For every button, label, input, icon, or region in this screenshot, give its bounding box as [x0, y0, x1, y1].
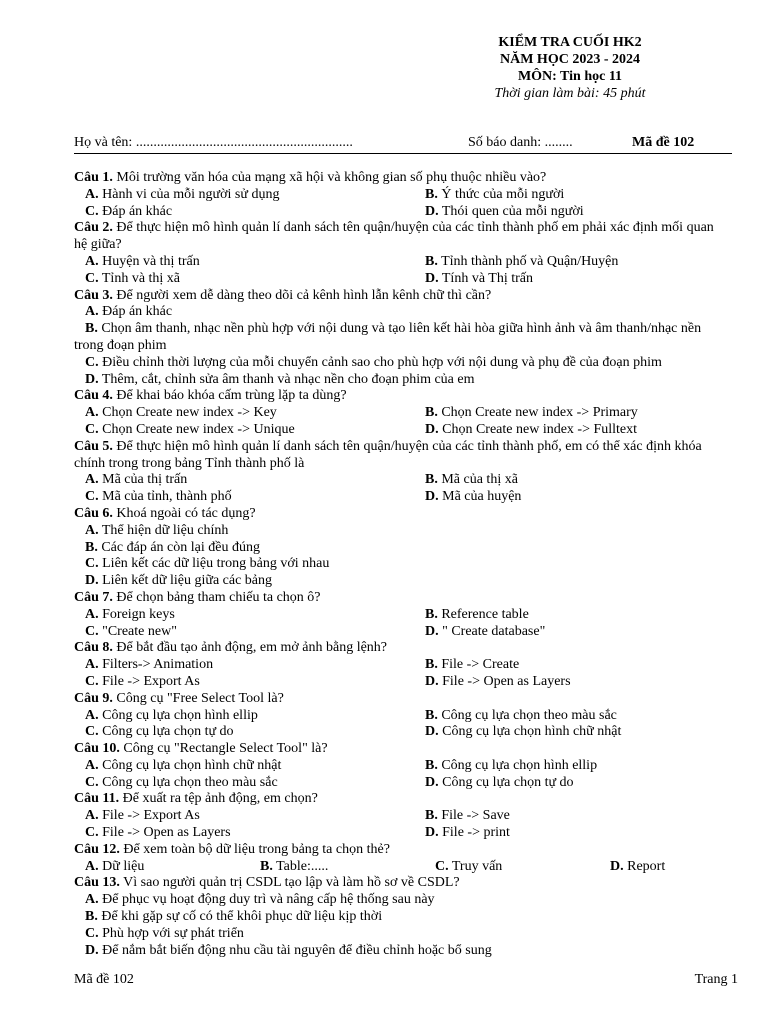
option-key: D. — [425, 203, 439, 219]
question — [74, 170, 728, 220]
answer-option — [74, 540, 728, 557]
option-row — [74, 489, 728, 506]
student-info-line — [74, 135, 732, 154]
question — [74, 439, 728, 506]
option-row — [74, 472, 728, 489]
student-name-field: Họ và tên: .............................................................. — [74, 135, 353, 150]
answer-option — [74, 187, 414, 204]
answer-option — [74, 607, 414, 624]
option-text: Chọn Create new index -> Unique — [102, 421, 295, 437]
option-text: Các đáp án còn lại đều đúng — [101, 539, 260, 555]
question-stem — [74, 741, 728, 758]
option-row — [74, 775, 728, 792]
answer-option — [424, 859, 599, 876]
option-row — [74, 657, 728, 674]
question-number: Câu 8. — [74, 640, 113, 656]
answer-option — [414, 724, 754, 741]
answer-option — [74, 724, 414, 741]
option-text: Mã của thị trấn — [102, 472, 188, 488]
answer-option — [74, 422, 414, 439]
option-text: Chọn Create new index -> Primary — [441, 405, 638, 421]
exam-title: KIỂM TRA CUỐI HK2 — [498, 35, 642, 50]
option-text: Report — [627, 858, 666, 874]
option-key: C. — [85, 774, 99, 790]
option-row — [74, 254, 728, 271]
option-text: File -> Open as Layers — [442, 673, 571, 689]
answer-option — [414, 271, 754, 288]
question — [74, 590, 728, 640]
option-key: D. — [85, 573, 99, 589]
answer-option — [414, 624, 754, 641]
option-row — [74, 607, 728, 624]
option-key: A. — [85, 405, 99, 421]
answer-option — [74, 204, 414, 221]
option-text: Truy vấn — [451, 858, 503, 874]
option-key: B. — [85, 539, 98, 555]
option-key: C. — [85, 556, 99, 572]
question-number: Câu 4. — [74, 388, 113, 404]
answer-option — [599, 859, 768, 876]
option-key: A. — [85, 304, 99, 320]
option-key: A. — [85, 858, 99, 874]
answer-option — [74, 271, 414, 288]
footer-exam-code: Mã đề 102 — [74, 972, 134, 987]
answer-option — [74, 909, 728, 926]
option-text: Đáp án khác — [102, 304, 173, 320]
answer-option — [74, 489, 414, 506]
answer-option — [74, 321, 728, 355]
question-text: Để xem toàn bộ dữ liệu trong bảng ta chọn thẻ? — [123, 841, 390, 857]
question-number: Câu 3. — [74, 287, 113, 303]
option-text: Công cụ lựa chọn hình chữ nhật — [442, 724, 622, 740]
option-key: A. — [85, 707, 99, 723]
answer-option — [74, 523, 728, 540]
answer-option — [249, 859, 424, 876]
answer-option — [74, 758, 414, 775]
option-key: C. — [85, 623, 99, 639]
option-key: A. — [85, 757, 99, 773]
option-row — [74, 825, 728, 842]
option-key: B. — [425, 757, 438, 773]
answer-option — [74, 674, 414, 691]
option-row — [74, 204, 728, 221]
option-text: Công cụ lựa chọn tự do — [442, 774, 574, 790]
option-key: C. — [85, 354, 99, 370]
question-stem — [74, 220, 728, 254]
option-key: A. — [85, 606, 99, 622]
option-row — [74, 405, 728, 422]
option-text: Đáp án khác — [102, 203, 173, 219]
question-text: Để thực hiện mô hình quản lí danh sách tên quận/huyện của các tỉnh thành phố, em có thể xác định khóa chính trong trong bảng Tỉnh thành phố là — [74, 438, 702, 471]
option-key: D. — [425, 421, 439, 437]
option-text: File -> Save — [441, 808, 510, 824]
option-key: D. — [425, 825, 439, 841]
option-key: C. — [85, 270, 99, 286]
answer-option — [74, 775, 414, 792]
option-row — [74, 758, 728, 775]
question-text: Để thực hiện mô hình quản lí danh sách tên quận/huyện của các tỉnh thành phố em phải xác định mối quan hệ giữa? — [74, 220, 714, 253]
question-number: Câu 12. — [74, 841, 120, 857]
option-key: B. — [260, 858, 273, 874]
question-stem — [74, 288, 728, 305]
option-text: Công cụ lựa chọn tự do — [102, 724, 234, 740]
answer-option — [74, 556, 728, 573]
question-text: Môi trường văn hóa của mạng xã hội và không gian số phụ thuộc nhiều vào? — [116, 170, 547, 185]
option-key: B. — [425, 657, 438, 673]
option-key: B. — [425, 707, 438, 723]
option-key: B. — [85, 909, 98, 925]
answer-option — [414, 808, 754, 825]
option-key: B. — [85, 321, 98, 337]
option-key: D. — [85, 371, 99, 387]
question-text: Vì sao người quản trị CSDL tạo lập và làm hồ sơ về CSDL? — [123, 875, 460, 891]
option-key: D. — [425, 270, 439, 286]
option-key: A. — [85, 186, 99, 202]
question — [74, 288, 728, 389]
question-stem — [74, 791, 728, 808]
option-text: Reference table — [441, 606, 529, 622]
answer-option — [414, 187, 754, 204]
question-stem — [74, 590, 728, 607]
answer-option — [414, 775, 754, 792]
option-key: C. — [85, 925, 99, 941]
option-key: A. — [85, 892, 99, 908]
answer-option — [74, 254, 414, 271]
question-number: Câu 9. — [74, 690, 113, 706]
answer-option — [74, 405, 414, 422]
option-key: C. — [85, 825, 99, 841]
question-stem — [74, 439, 728, 473]
answer-option — [414, 254, 754, 271]
option-text: Tỉnh thành phố và Quận/Huyện — [441, 253, 619, 269]
answer-option — [74, 825, 414, 842]
question — [74, 741, 728, 791]
option-key: C. — [85, 421, 99, 437]
option-text: Thêm, cắt, chỉnh sửa âm thanh và nhạc nền cho đoạn phim của em — [101, 371, 475, 387]
answer-option — [74, 943, 728, 960]
option-text: Công cụ lựa chọn theo màu sắc — [102, 774, 278, 790]
option-text: File -> Export As — [102, 808, 200, 824]
answer-option — [74, 472, 414, 489]
answer-option — [414, 422, 754, 439]
question — [74, 791, 728, 841]
question-text: Để bắt đầu tạo ảnh động, em mở ảnh bằng lệnh? — [116, 640, 388, 656]
option-text: Table:..... — [276, 858, 329, 874]
option-key: D. — [425, 724, 439, 740]
option-text: Liên kết các dữ liệu trong bảng với nhau — [102, 556, 330, 572]
answer-option — [74, 304, 728, 321]
question-number: Câu 6. — [74, 505, 113, 521]
option-text: Để phục vụ hoạt động duy trì và nâng cấp hệ thống sau này — [102, 892, 435, 908]
option-text: Foreign keys — [102, 606, 175, 622]
question-number: Câu 7. — [74, 589, 113, 605]
exam-code: Mã đề 102 — [632, 135, 695, 150]
option-key: D. — [425, 489, 439, 505]
option-text: Ý thức của mỗi người — [441, 186, 565, 202]
option-key: B. — [425, 606, 438, 622]
option-text: Hành vi của mỗi người sử dụng — [102, 186, 280, 202]
option-key: B. — [425, 472, 438, 488]
option-key: C. — [85, 489, 99, 505]
question-number: Câu 13. — [74, 875, 120, 891]
school-year: NĂM HỌC 2023 - 2024 — [500, 52, 640, 67]
answer-option — [414, 657, 754, 674]
question-text: Để chọn bảng tham chiếu ta chọn ô? — [116, 589, 321, 605]
option-key: A. — [85, 522, 99, 538]
option-text: Dữ liệu — [102, 858, 145, 874]
option-text: Tỉnh và thị xã — [101, 270, 181, 286]
duration: Thời gian làm bài: 45 phút — [494, 86, 646, 101]
option-text: Thói quen của mỗi người — [441, 203, 584, 219]
question — [74, 875, 728, 959]
question-stem — [74, 875, 728, 892]
option-key: C. — [435, 858, 449, 874]
question-text: Để xuất ra tệp ảnh động, em chọn? — [122, 791, 318, 807]
answer-option — [414, 405, 754, 422]
option-text: File -> Export As — [102, 673, 200, 689]
option-text: Tính và Thị trấn — [441, 270, 533, 286]
option-key: A. — [85, 253, 99, 269]
answer-option — [414, 674, 754, 691]
answer-option — [414, 607, 754, 624]
answer-option — [414, 825, 754, 842]
option-text: Công cụ lựa chọn hình chữ nhật — [102, 757, 282, 773]
option-text: Huyện và thị trấn — [102, 253, 200, 269]
option-text: Để nắm bắt biến động nhu cầu tài nguyên để điều chỉnh hoặc bổ sung — [102, 942, 492, 958]
option-key: B. — [425, 253, 438, 269]
answer-option — [414, 204, 754, 221]
question — [74, 220, 728, 287]
option-row — [74, 808, 728, 825]
option-text: Điều chỉnh thời lượng của mỗi chuyển cảnh sao cho phù hợp với nội dung và phụ đề của đoạn phim — [102, 354, 662, 370]
question-number: Câu 11. — [74, 791, 120, 807]
question-text: Khoá ngoài có tác dụng? — [116, 505, 256, 521]
question-stem — [74, 506, 728, 523]
option-key: D. — [85, 942, 99, 958]
answer-option — [74, 859, 249, 876]
question-number: Câu 2. — [74, 220, 113, 236]
option-key: A. — [85, 808, 99, 824]
answer-option — [74, 573, 728, 590]
option-key: C. — [85, 724, 99, 740]
option-key: D. — [425, 673, 439, 689]
subject: MÔN: Tin học 11 — [517, 69, 623, 84]
option-text: Công cụ lựa chọn hình ellip — [441, 757, 598, 773]
option-key: D. — [610, 858, 624, 874]
option-text: Thể hiện dữ liệu chính — [101, 522, 229, 538]
option-key: C. — [85, 673, 99, 689]
question-stem — [74, 388, 728, 405]
option-text: Liên kết dữ liệu giữa các bảng — [102, 573, 273, 589]
option-text: " Create database" — [442, 623, 546, 639]
option-text: File -> Open as Layers — [102, 825, 231, 841]
option-text: Chọn Create new index -> Fulltext — [442, 421, 638, 437]
question-stem — [74, 640, 728, 657]
answer-option — [414, 472, 754, 489]
question-stem — [74, 842, 728, 859]
answer-option — [74, 808, 414, 825]
option-row — [74, 271, 728, 288]
option-text: Mã của huyện — [442, 489, 522, 505]
answer-option — [74, 624, 414, 641]
answer-option — [74, 926, 728, 943]
option-row — [74, 859, 728, 876]
option-row — [74, 422, 728, 439]
question-number: Câu 1. — [74, 170, 113, 185]
question — [74, 388, 728, 438]
option-text: Mã của tỉnh, thành phố — [102, 489, 232, 505]
answer-option — [74, 372, 728, 389]
question — [74, 640, 728, 690]
footer-page-number: Trang 1 — [694, 972, 738, 987]
student-id-field: Số báo danh: ........ — [468, 135, 573, 150]
option-key: B. — [425, 808, 438, 824]
answer-option — [74, 355, 728, 372]
option-key: D. — [425, 774, 439, 790]
answer-option — [414, 708, 754, 725]
option-text: Để khi gặp sự cố có thể khôi phục dữ liệu kịp thời — [101, 909, 383, 925]
option-key: B. — [425, 405, 438, 421]
option-key: D. — [425, 623, 439, 639]
option-key: A. — [85, 472, 99, 488]
option-row — [74, 624, 728, 641]
exam-header — [420, 34, 720, 102]
option-row — [74, 708, 728, 725]
option-key: C. — [85, 203, 99, 219]
option-text: Chọn Create new index -> Key — [102, 405, 277, 421]
question-number: Câu 5. — [74, 438, 113, 454]
option-key: A. — [85, 657, 99, 673]
option-text: Công cụ lựa chọn hình ellip — [102, 707, 258, 723]
option-text: Công cụ lựa chọn theo màu sắc — [441, 707, 617, 723]
question — [74, 506, 728, 590]
option-row — [74, 187, 728, 204]
answer-option — [414, 489, 754, 506]
option-text: "Create new" — [102, 623, 177, 639]
question — [74, 691, 728, 741]
option-row — [74, 674, 728, 691]
question-text: Để khai báo khóa cấm trùng lặp ta dùng? — [116, 388, 347, 404]
answer-option — [74, 892, 728, 909]
option-key: B. — [425, 186, 438, 202]
option-text: Chọn âm thanh, nhạc nền phù hợp với nội dung và tạo liên kết hài hòa giữa hình ảnh và âm thanh/nhạc nền trong đoạn phim — [74, 321, 702, 353]
question-text: Công cụ "Rectangle Select Tool" là? — [123, 741, 328, 757]
question-text: Công cụ "Free Select Tool là? — [116, 690, 284, 706]
option-row — [74, 724, 728, 741]
question-list — [74, 170, 728, 959]
option-text: File -> Create — [441, 657, 520, 673]
question-number: Câu 10. — [74, 741, 120, 757]
answer-option — [74, 708, 414, 725]
answer-option — [414, 758, 754, 775]
option-text: Filters-> Animation — [102, 657, 214, 673]
option-text: Mã của thị xã — [441, 472, 518, 488]
question — [74, 842, 728, 876]
option-text: File -> print — [442, 825, 510, 841]
option-text: Phù hợp với sự phát triển — [102, 925, 244, 941]
question-stem — [74, 691, 728, 708]
question-stem — [74, 170, 728, 187]
question-text: Để người xem dễ dàng theo dõi cả kênh hình lẫn kênh chữ thì cần? — [116, 287, 492, 303]
answer-option — [74, 657, 414, 674]
